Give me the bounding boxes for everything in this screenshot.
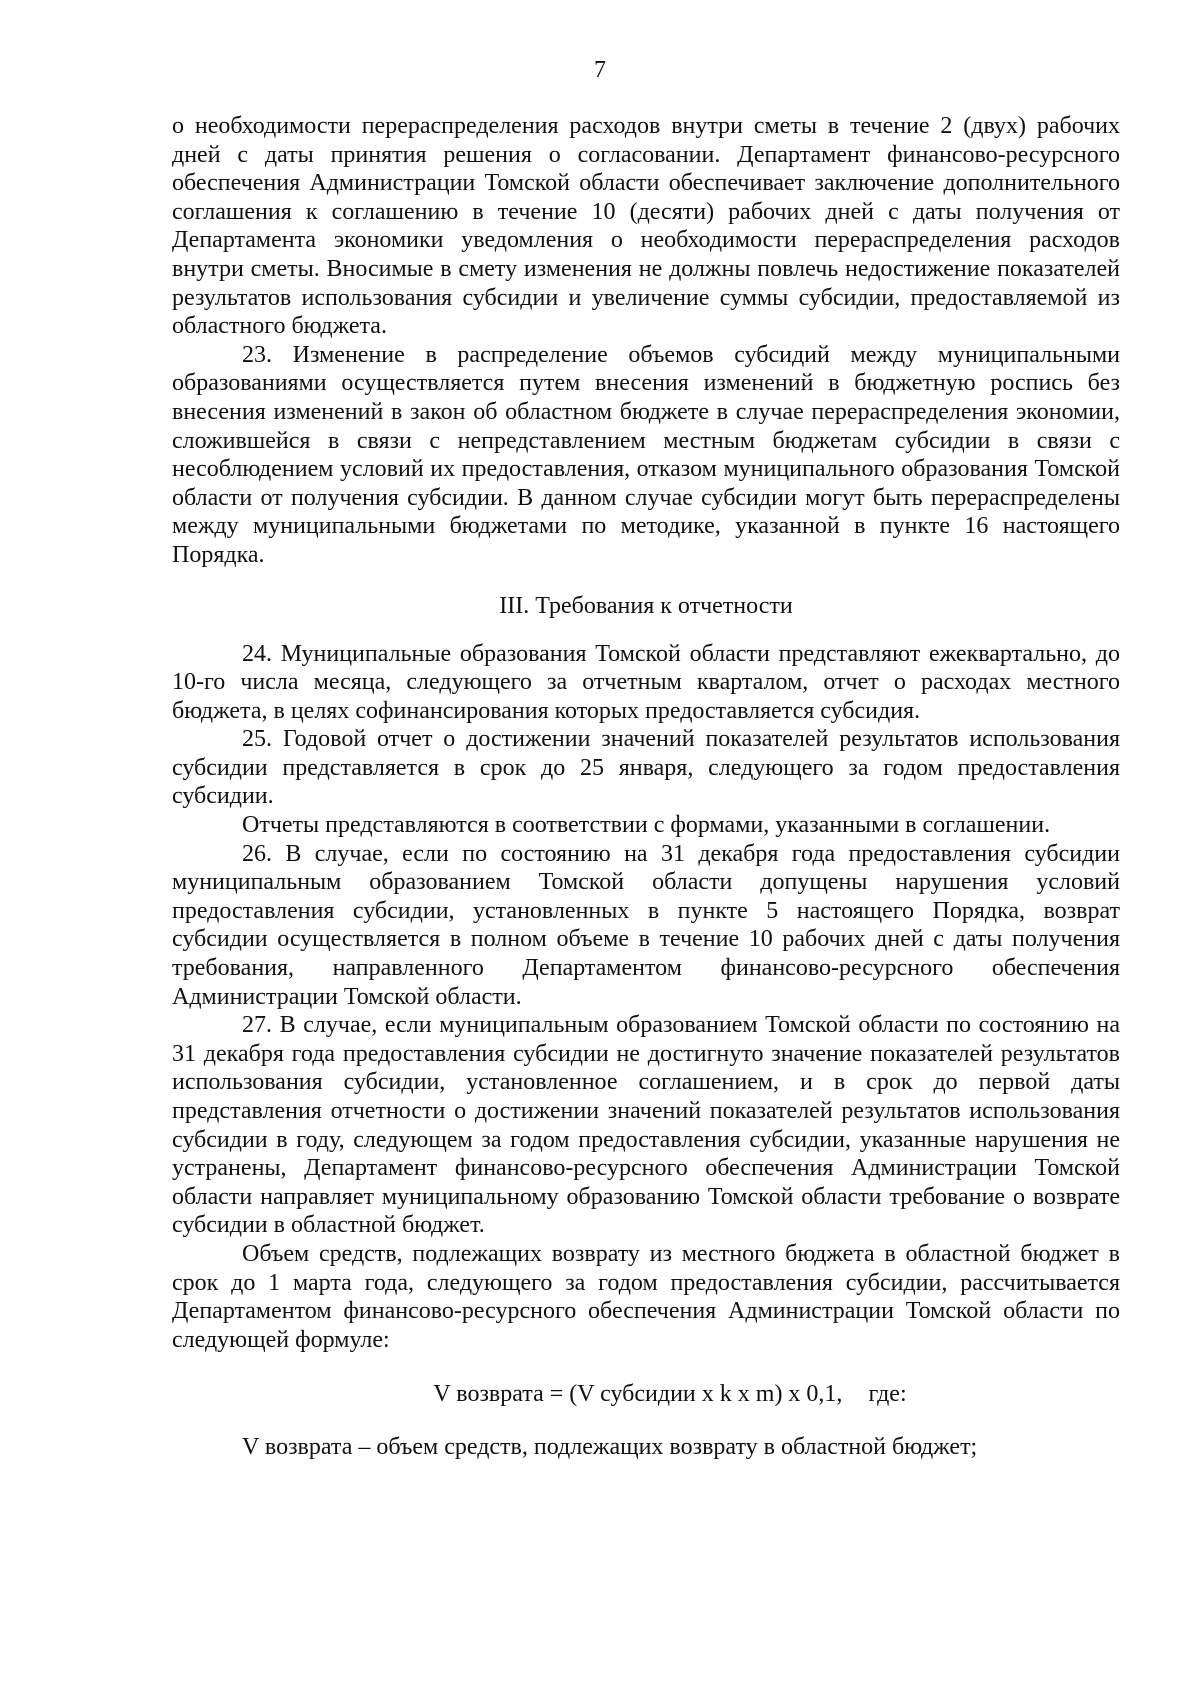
document-body xyxy=(172,112,1120,1462)
paragraph-22-continuation: о необходимости перераспределения расходов внутри сметы в течение 2 (двух) рабочих дней с даты принятия решения о согласовании. Департамент финансово-ресурсного обеспечения Администрации Томской области обеспечивает заключение дополнительного соглашения к соглашению в течение 10 (десяти) рабочих дней с даты получения от Департамента экономики уведомления о необходимости перераспределения расходов внутри сметы. Вносимые в смету изменения не должны повлечь недостижение показателей результатов использования субсидии и увеличение суммы субсидии, предоставляемой из областного бюджета. xyxy=(172,113,1120,340)
paragraph-25-forms: Отчеты представляются в соответствии с формами, указанными в соглашении. xyxy=(242,812,1051,839)
formula-suffix: где: xyxy=(868,1381,907,1408)
paragraph-27-volume: Объем средств, подлежащих возврату из местного бюджета в областной бюджет в срок до 1 марта года, следующего за годом предоставления субсидии, рассчитывается Департаментом финансово-ресурсного обеспечения Администрации Томской области по следующей формуле: xyxy=(172,1240,1120,1353)
definition-v-return: V возврата – объем средств, подлежащих возврату в областной бюджет; xyxy=(242,1433,978,1460)
paragraph-23: 23. Изменение в распределение объемов субсидий между муниципальными образованиями осуществляется путем внесения изменений в бюджетную роспись без внесения изменений в закон об областном бюджете в случае перераспределения экономии, сложившейся в связи с непредставлением местным бюджетам субсидии в связи с несоблюдением условий их предоставления, отказом муниципального образования Томской области от получения субсидии. В данном случае субсидии могут быть перераспределены между муниципальными бюджетами по методике, указанной в пункте 16 настоящего Порядка. xyxy=(172,341,1120,568)
paragraph-27: 27. В случае, если муниципальным образованием Томской области по состоянию на 31 декабря года предоставления субсидии не достигнуто значение показателей результатов использования субсидии, установленное соглашением, и в срок до первой даты представления отчетности о достижении значений показателей результатов использования субсидии в году, следующем за годом предоставления субсидии, указанные нарушения не устранены, Департамент финансово-ресурсного обеспечения Администрации Томской области направляет муниципальному образованию Томской области требование о возврате субсидии в областной бюджет. xyxy=(172,1012,1120,1239)
paragraph-24: 24. Муниципальные образования Томской области представляют ежеквартально, до 10-го числа месяца, следующего за отчетным кварталом, отчет о расходах местного бюджета, в целях софинансирования которых предоставляется субсидия. xyxy=(172,640,1120,724)
paragraph-26: 26. В случае, если по состоянию на 31 декабря года предоставления субсидии муниципальным образованием Томской области допущены нарушения условий предоставления субсидии, установленных в пункте 5 настоящего Порядка, возврат субсидии осуществляется в полном объеме в течение 10 рабочих дней с даты получения требования, направленного Департаментом финансово-ресурсного обеспечения Администрации Томской области. xyxy=(172,840,1120,1010)
paragraph-25: 25. Годовой отчет о достижении значений показателей результатов использования субсидии представляется в срок до 25 января, следующего за годом предоставления субсидии. xyxy=(172,726,1120,810)
page-number: 7 xyxy=(594,57,606,83)
formula-expression: V возврата = (V субсидии x k x m) x 0,1, xyxy=(433,1381,843,1408)
formula xyxy=(172,1380,1120,1409)
section-title: III. Требования к отчетности xyxy=(499,592,793,619)
